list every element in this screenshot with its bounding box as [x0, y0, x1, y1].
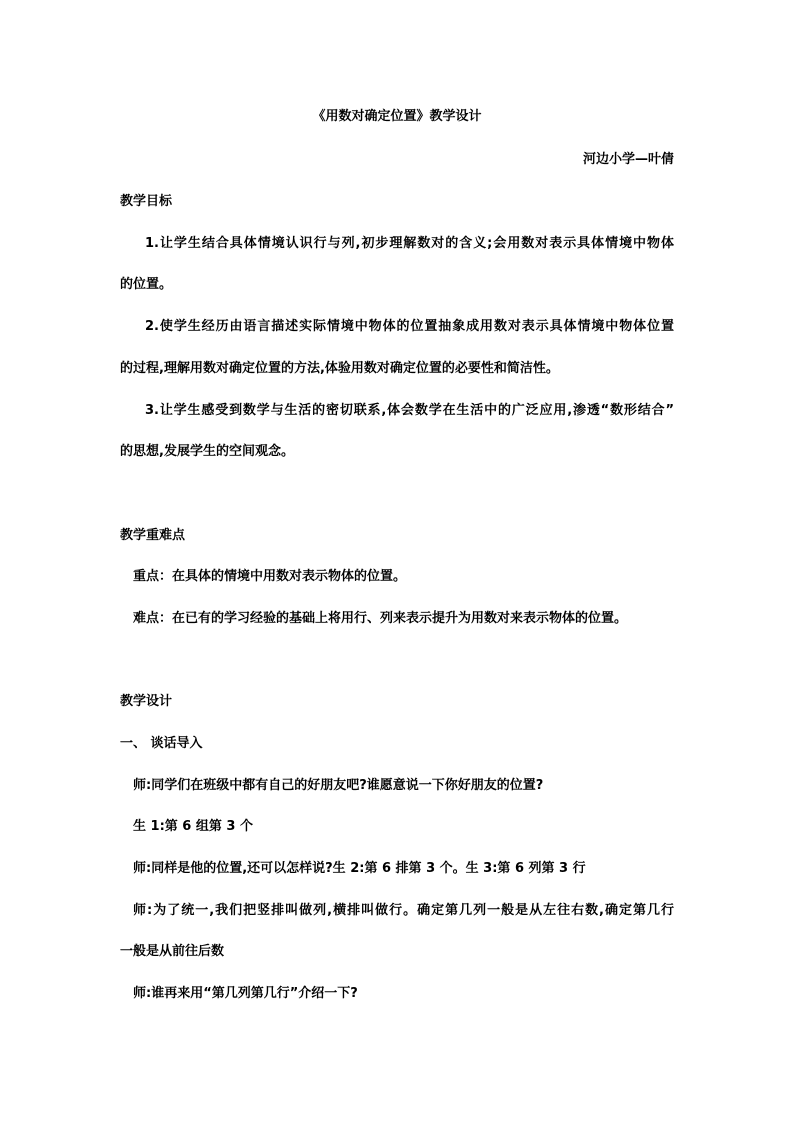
objective-1-line-2: 的位置。 — [120, 277, 173, 292]
objective-1-line-1: 1.让学生结合具体情境认识行与列,初步理解数对的含义;会用数对表示具体情境中物体 — [145, 236, 674, 251]
dialogue-line-3: 师:同样是他的位置,还可以怎样说?生 2:第 6 排第 3 个。生 3:第 6 列第 3 行 — [133, 861, 586, 876]
objective-2-line-1: 2.使学生经历由语言描述实际情境中物体的位置抽象成用数对表示具体情境中物体位置 — [145, 319, 674, 334]
objective-3-line-2: 的思想,发展学生的空间观念。 — [120, 444, 294, 459]
focus-point: 重点：在具体的情境中用数对表示物体的位置。 — [133, 569, 407, 584]
objective-2-line-2: 的过程,理解用数对确定位置的方法,体验用数对确定位置的必要性和简洁性。 — [120, 361, 559, 376]
dialogue-line-4-cont: 一般是从前往后数 — [120, 944, 225, 959]
difficulty-point: 难点：在已有的学习经验的基础上将用行、列来表示提升为用数对来表示物体的位置。 — [133, 611, 628, 626]
section-1-heading: 一、 谈话导入 — [120, 736, 203, 751]
dialogue-line-2: 生 1:第 6 组第 3 个 — [133, 819, 253, 834]
dialogue-line-1: 师:同学们在班级中都有自己的好朋友吧?谁愿意说一下你好朋友的位置? — [133, 778, 544, 793]
objectives-heading: 教学目标 — [120, 194, 173, 209]
objective-3-line-1: 3.让学生感受到数学与生活的密切联系,体会数学在生活中的广泛应用,渗透“数形结合” — [145, 403, 674, 418]
document-author: 河边小学—叶倩 — [582, 152, 674, 167]
document-title: 《用数对确定位置》教学设计 — [312, 109, 482, 124]
key-points-heading: 教学重难点 — [120, 528, 186, 543]
dialogue-line-4: 师:为了统一,我们把竖排叫做列,横排叫做行。确定第几列一般是从左往右数,确定第几行 — [133, 903, 674, 918]
design-heading: 教学设计 — [120, 694, 173, 709]
dialogue-line-5: 师:谁再来用“第几列第几行”介绍一下? — [133, 986, 358, 1001]
